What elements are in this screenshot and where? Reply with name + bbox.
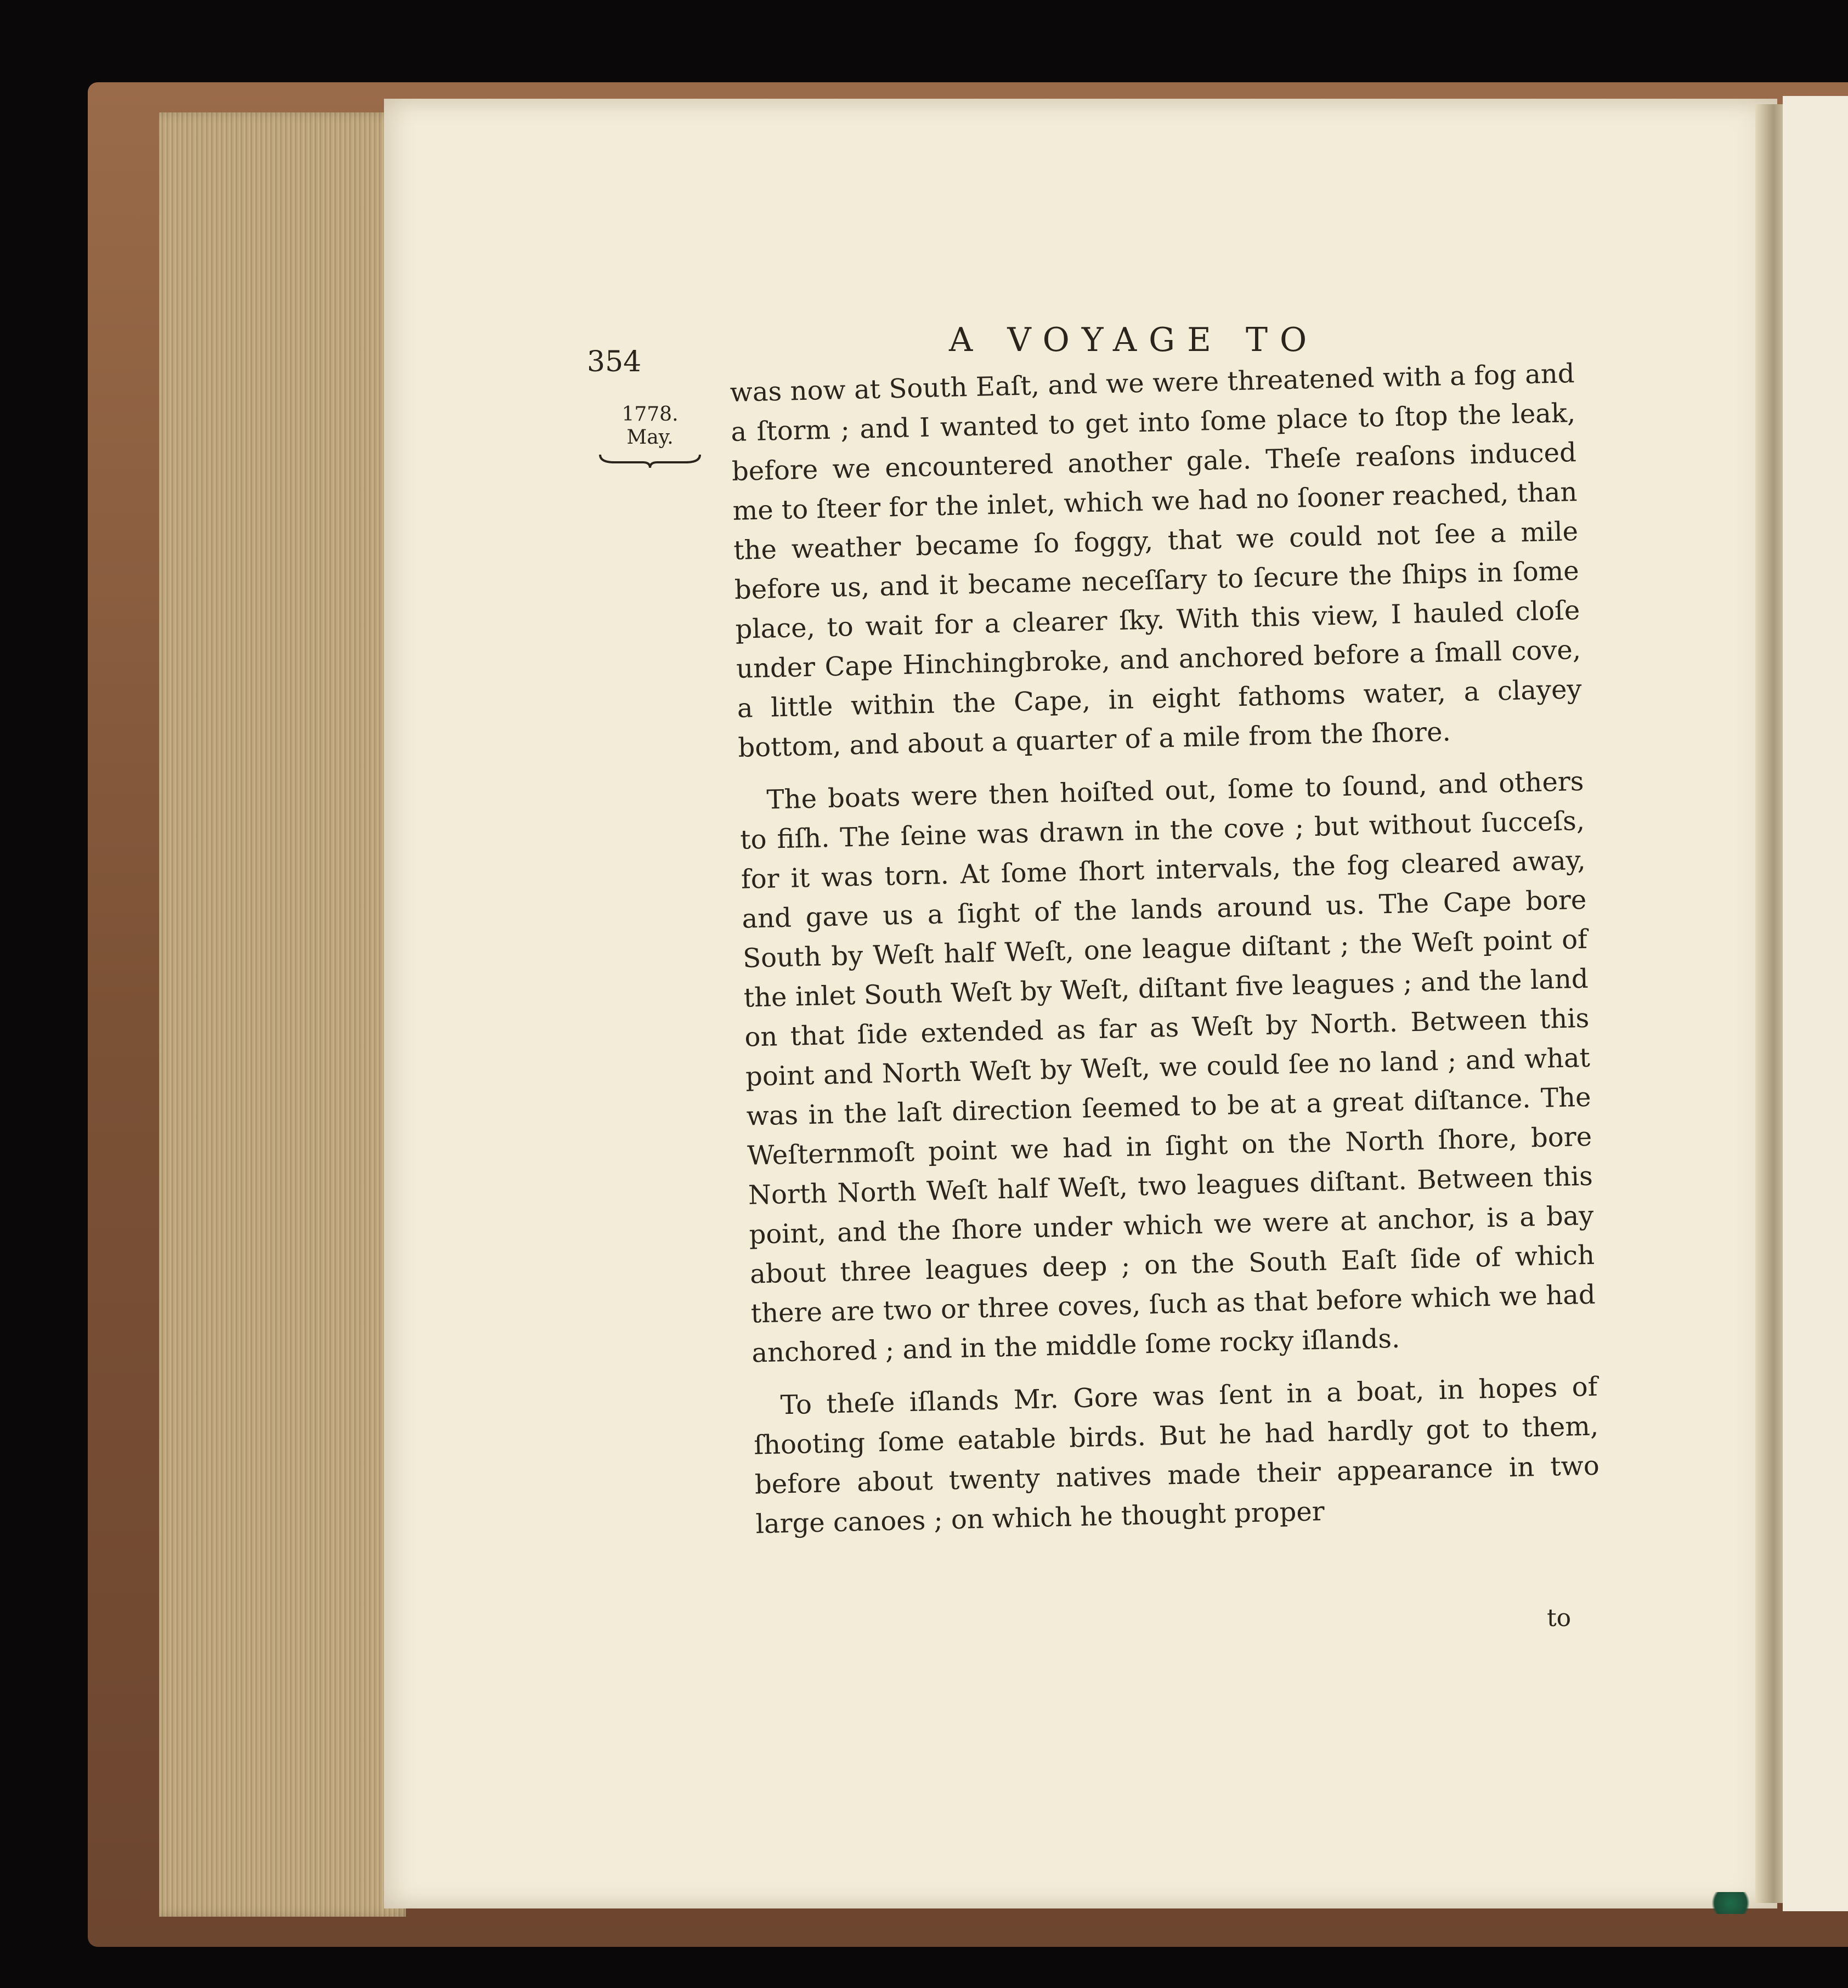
brace-icon [598, 452, 702, 469]
catchword: to [1547, 1604, 1572, 1632]
body-text [730, 354, 1601, 1557]
paragraph: To theſe iſlands Mr. Gore was ſent in a boat, in hopes of ſhooting ſome eatable birds. But he had hardly got to them, before about twenty natives made their appearance in two large canoes ; on which he thought proper [753, 1371, 1600, 1540]
margin-year: 1778. [621, 403, 679, 426]
right-page-edge [1783, 96, 1848, 1911]
bookmark-thread [1706, 1892, 1755, 1914]
paragraph: The boats were then hoiſted out, ſome to ſound, and others to fiſh. The ſeine was drawn in the cove ; but without ſucceſs, for it was torn. At ſome ſhort intervals, the fog cleared away, and gave us a ſight of the lands around us. The Cape bore South by Weſt half Weſt, one league diſtant ; the Weſt point of the inlet South Weſt by Weſt, diſtant five leagues ; and the land on that ſide extended as far as Weſt by North. Between this point and North Weſt by Weſt, we could ſee no land ; and what was in the laſt direction ſeemed to be at a great diſtance. The Weſternmoſt point we had in ſight on the North ſhore, bore North North Weſt half Weſt, two leagues diſtant. Between this point, and the ſhore under which we were at anchor, is a bay about three leagues deep ; on the South Eaſt ſide of which there are two or three coves, ſuch as that before which we had anchored ; and in the middle ſome rocky iſlands. [739, 766, 1596, 1369]
margin-month: May. [626, 426, 674, 449]
page-edges [159, 112, 406, 1917]
running-head: A VOYAGE TO [949, 321, 1319, 359]
margin-note [592, 403, 708, 469]
paragraph: was now at South Eaſt, and we were threatened with a fog and a ſtorm ; and I wanted to get into ſome place to ſtop the leak, before we encountered another gale. Theſe reaſons induced me to ſteer for the inlet, which we had no ſooner reached, than the weather became ſo foggy, that we could not ſee a mile before us, and it became neceſſary to ſecure the ſhips in ſome place, to wait for a clearer ſky. With this view, I hauled cloſe under Cape Hinchingbroke, and anchored before a ſmall cove, a little within the Cape, in eight fathoms water, a clayey bottom, and about a quarter of a mile from the ſhore. [730, 358, 1583, 763]
page-number: 354 [587, 346, 642, 378]
